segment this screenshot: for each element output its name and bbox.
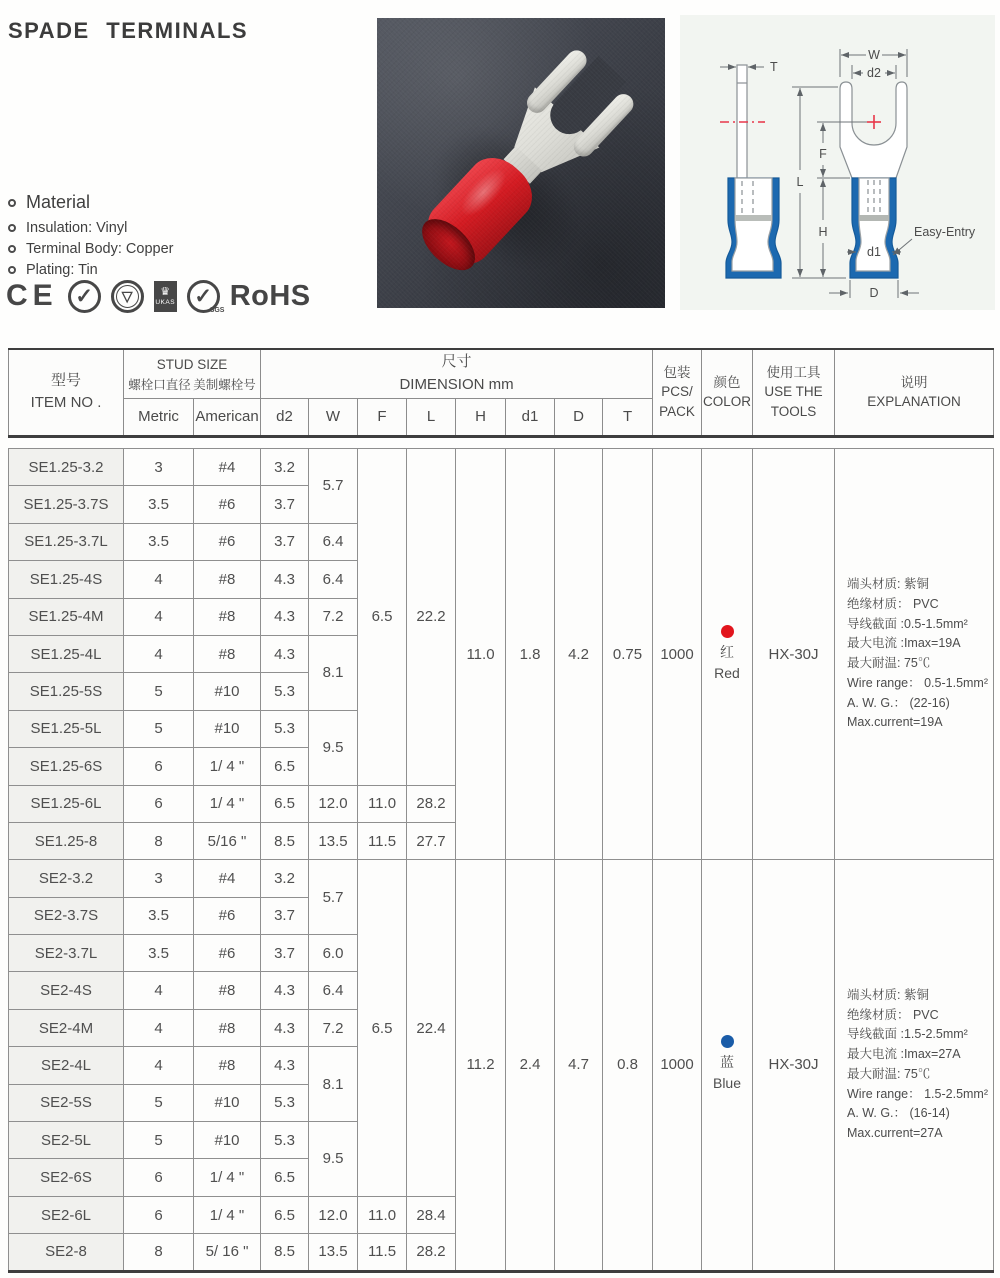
material-item-label: Insulation: Vinyl (26, 220, 128, 236)
american-cell: #8 (194, 561, 261, 598)
dim-label-f: F (819, 147, 827, 161)
explanation-header-cn: 说明 (900, 374, 928, 390)
item-no-cell: SE1.25-3.7S (9, 486, 124, 523)
col-header-tools (753, 349, 835, 436)
d2-cell: 4.3 (261, 1009, 309, 1046)
tools-header-en2: TOOLS (770, 404, 817, 420)
certification-logos (6, 277, 311, 315)
fork-slot (542, 56, 626, 142)
item-no-cell: SE2-6L (9, 1196, 124, 1233)
d2-cell: 4.3 (261, 635, 309, 672)
d2-cell: 5.3 (261, 673, 309, 710)
material-heading-item (8, 192, 174, 213)
american-cell: #10 (194, 673, 261, 710)
explanation-line: 最大电流 :Imax=27A (847, 1047, 961, 1062)
series-section-SE1.25 (9, 449, 994, 860)
check-icon: ✓ (194, 284, 212, 308)
pack-header-cn: 包装 (663, 364, 691, 380)
d2-cell: 3.7 (261, 523, 309, 560)
d-cell: 4.7 (555, 860, 603, 1271)
item-no-cell: SE1.25-6L (9, 785, 124, 822)
explanation-line: 绝缘材质： PVC (847, 1007, 939, 1022)
metric-cell: 5 (124, 710, 194, 747)
d2-cell: 4.3 (261, 1047, 309, 1084)
d2-cell: 5.3 (261, 710, 309, 747)
d2-cell: 3.2 (261, 860, 309, 897)
w-cell: 6.4 (309, 523, 358, 560)
col-header-w: W (309, 398, 358, 436)
fork-base (494, 86, 601, 191)
d2-cell: 3.7 (261, 486, 309, 523)
item-no-cell: SE2-4L (9, 1047, 124, 1084)
color-name-cn: 红 (720, 643, 734, 660)
american-cell: #10 (194, 710, 261, 747)
american-cell: #8 (194, 1047, 261, 1084)
american-cell: 1/ 4 " (194, 1159, 261, 1196)
item-no-cell: SE1.25-4L (9, 635, 124, 672)
explanation-line: 最大电流 :Imax=19A (847, 636, 961, 651)
color-cell (702, 449, 753, 860)
col-header-color (702, 349, 753, 436)
col-header-d2: d2 (261, 398, 309, 436)
h-cell: 11.2 (456, 860, 506, 1271)
explanation-line: Wire range： 0.5-1.5mm² (847, 675, 989, 690)
d2-cell: 3.7 (261, 935, 309, 972)
d2-cell: 3.2 (261, 449, 309, 486)
american-cell: #6 (194, 486, 261, 523)
triangle-icon: ▽ (121, 288, 133, 304)
tool-cell: HX-30J (753, 860, 835, 1271)
material-item (8, 262, 174, 278)
pack-cell: 1000 (653, 860, 702, 1271)
d2-cell: 5.3 (261, 1122, 309, 1159)
explanation-line: Max.current=19A (847, 715, 943, 730)
spec-row (9, 860, 994, 897)
metric-cell: 3 (124, 449, 194, 486)
metric-cell: 5 (124, 1122, 194, 1159)
explanation-line: 最大耐温: 75℃ (847, 1066, 931, 1081)
ce-mark-icon: CE (6, 279, 58, 312)
item-no-cell: SE1.25-3.2 (9, 449, 124, 486)
american-cell: 1/ 4 " (194, 785, 261, 822)
tool-cell: HX-30J (753, 449, 835, 860)
registered-firm-icon (111, 280, 144, 313)
w-cell: 9.5 (309, 710, 358, 785)
american-cell: #8 (194, 598, 261, 635)
metric-cell: 4 (124, 1047, 194, 1084)
explanation-line: 端头材质: 紫铜 (847, 987, 929, 1002)
american-cell: #8 (194, 635, 261, 672)
item-no-header-en: ITEM NO . (30, 394, 102, 412)
metric-cell: 5 (124, 1084, 194, 1121)
d2-cell: 4.3 (261, 972, 309, 1009)
col-header-l: L (407, 398, 456, 436)
american-cell: #4 (194, 860, 261, 897)
stud-size-en: STUD SIZE (156, 356, 228, 372)
f-cell: 6.5 (358, 449, 407, 786)
spec-row (9, 449, 994, 486)
color-name-en: Red (714, 664, 740, 681)
f-cell: 11.0 (358, 785, 407, 822)
american-cell: 1/ 4 " (194, 1196, 261, 1233)
item-no-cell: SE1.25-6S (9, 748, 124, 785)
f-cell: 6.5 (358, 860, 407, 1197)
dim-label-t: T (770, 60, 778, 74)
pack-header-en1: PCS/ (661, 384, 693, 400)
american-cell: #4 (194, 449, 261, 486)
color-header-en: COLOR (703, 394, 752, 410)
col-header-pack (653, 349, 702, 436)
col-header-t: T (603, 398, 653, 436)
d2-cell: 3.7 (261, 897, 309, 934)
d2-cell: 6.5 (261, 785, 309, 822)
american-cell: #8 (194, 972, 261, 1009)
explanation-line: Wire range： 1.5-2.5mm² (847, 1086, 989, 1101)
col-header-stud-size (124, 349, 261, 398)
tools-header-en1: USE THE (764, 384, 823, 400)
material-item-label: Terminal Body: Copper (26, 241, 174, 257)
explanation-line: A. W. G.： (16-14) (847, 1106, 950, 1121)
w-cell: 6.4 (309, 972, 358, 1009)
terminal-shadow (392, 87, 620, 308)
item-no-cell: SE2-3.7S (9, 897, 124, 934)
metric-cell: 3.5 (124, 935, 194, 972)
col-header-h: H (456, 398, 506, 436)
material-heading: Material (26, 192, 91, 212)
w-cell: 7.2 (309, 598, 358, 635)
american-cell: #6 (194, 897, 261, 934)
w-cell: 9.5 (309, 1122, 358, 1197)
dim-label-l: L (796, 175, 804, 189)
metric-cell: 5 (124, 673, 194, 710)
american-cell: 5/16 " (194, 822, 261, 859)
metric-cell: 3.5 (124, 523, 194, 560)
american-cell: #6 (194, 523, 261, 560)
d-cell: 4.2 (555, 449, 603, 860)
weee-compliant-icon (68, 280, 101, 313)
explanation-line: 导线截面 :1.5-2.5mm² (847, 1027, 968, 1042)
item-no-cell: SE1.25-3.7L (9, 523, 124, 560)
color-name-en: Blue (712, 1075, 742, 1092)
material-item (8, 241, 174, 257)
f-cell: 11.5 (358, 1234, 407, 1271)
metric-cell: 4 (124, 1009, 194, 1046)
metric-cell: 6 (124, 1196, 194, 1233)
metric-cell: 3.5 (124, 486, 194, 523)
spec-table-header (8, 348, 994, 438)
ukas-badge-icon (154, 281, 177, 312)
l-cell: 22.4 (407, 860, 456, 1197)
col-header-dimension (261, 349, 653, 398)
metric-cell: 8 (124, 1234, 194, 1271)
red-insulation-sleeve (416, 146, 544, 276)
f-cell: 11.5 (358, 822, 407, 859)
explanation-line: Max.current=27A (847, 1126, 943, 1141)
w-cell: 5.7 (309, 449, 358, 524)
col-header-american: American (194, 398, 261, 436)
item-no-header-cn: 型号 (50, 371, 81, 389)
explanation-line: 端头材质: 紫铜 (847, 577, 929, 592)
spade-terminal-image (400, 41, 644, 292)
material-item (8, 220, 174, 236)
w-cell: 12.0 (309, 1196, 358, 1233)
dimension-header-cn: 尺寸 (441, 353, 472, 371)
w-cell: 8.1 (309, 1047, 358, 1122)
col-header-item-no (9, 349, 124, 436)
terminal-neck (504, 146, 543, 184)
product-photo (377, 18, 665, 308)
item-no-cell: SE2-4M (9, 1009, 124, 1046)
d2-cell: 4.3 (261, 598, 309, 635)
american-cell: #10 (194, 1084, 261, 1121)
d2-cell: 6.5 (261, 1196, 309, 1233)
l-cell: 27.7 (407, 822, 456, 859)
t-cell: 0.8 (603, 860, 653, 1271)
dimension-header-en: DIMENSION mm (399, 375, 514, 393)
american-cell: #6 (194, 935, 261, 972)
american-cell: 1/ 4 " (194, 748, 261, 785)
col-header-explanation (835, 349, 994, 436)
material-list (8, 192, 174, 283)
tools-header-cn: 使用工具 (766, 364, 821, 380)
metric-cell: 4 (124, 972, 194, 1009)
bullet-ring-icon (8, 266, 16, 274)
col-header-dcap: D (555, 398, 603, 436)
w-cell: 8.1 (309, 635, 358, 710)
d2-cell: 4.3 (261, 561, 309, 598)
pack-cell: 1000 (653, 449, 702, 860)
diagram-svg (680, 15, 995, 310)
w-cell: 5.7 (309, 860, 358, 935)
w-cell: 12.0 (309, 785, 358, 822)
item-no-cell: SE2-5L (9, 1122, 124, 1159)
explanation-line: 导线截面 :0.5-1.5mm² (847, 616, 968, 631)
explanation-header-en: EXPLANATION (867, 394, 961, 410)
col-header-metric: Metric (124, 398, 194, 436)
color-cell (702, 860, 753, 1271)
bullet-ring-icon (8, 224, 16, 232)
metric-cell: 4 (124, 561, 194, 598)
dim-label-d2: d2 (867, 66, 881, 80)
stud-size-cn-metric: 螺栓口直径 (128, 377, 191, 392)
explanation-cell (835, 449, 994, 860)
american-cell: 5/ 16 " (194, 1234, 261, 1271)
d2-cell: 6.5 (261, 1159, 309, 1196)
crown-icon: ♛ (160, 286, 171, 299)
l-cell: 28.2 (407, 1234, 456, 1271)
spec-table-body (8, 448, 994, 1273)
l-cell: 28.4 (407, 1196, 456, 1233)
d2-cell: 8.5 (261, 1234, 309, 1271)
d1-cell: 1.8 (506, 449, 555, 860)
w-cell: 13.5 (309, 1234, 358, 1271)
dim-label-d1: d1 (867, 245, 881, 259)
color-name-cn: 蓝 (720, 1054, 734, 1071)
explanation-line: A. W. G.： (22-16) (847, 695, 950, 710)
page-title: SPADE TERMINALS (8, 18, 249, 43)
w-cell: 6.4 (309, 561, 358, 598)
sgs-label: SGS (209, 306, 225, 314)
item-no-cell: SE2-3.2 (9, 860, 124, 897)
item-no-cell: SE1.25-4S (9, 561, 124, 598)
pack-header-en2: PACK (659, 404, 695, 420)
explanation-line: 绝缘材质： PVC (847, 596, 939, 611)
american-cell: #8 (194, 1009, 261, 1046)
check-icon: ✓ (75, 284, 93, 308)
h-cell: 11.0 (456, 449, 506, 860)
bullet-ring-icon (8, 245, 16, 253)
dimension-diagram (680, 15, 995, 310)
t-cell: 0.75 (603, 449, 653, 860)
explanation-line: 最大耐温: 75℃ (847, 656, 931, 671)
item-no-cell: SE1.25-4M (9, 598, 124, 635)
metric-cell: 4 (124, 598, 194, 635)
metric-cell: 6 (124, 748, 194, 785)
fork-prong-left (523, 46, 591, 117)
d2-cell: 5.3 (261, 1084, 309, 1121)
l-cell: 22.2 (407, 449, 456, 786)
dim-label-h: H (818, 225, 828, 239)
easy-entry-label: Easy-Entry (914, 225, 976, 239)
item-no-cell: SE1.25-5L (9, 710, 124, 747)
dim-label-d: D (869, 286, 879, 300)
metric-cell: 8 (124, 822, 194, 859)
w-cell: 6.0 (309, 935, 358, 972)
dim-label-w: W (868, 48, 880, 62)
bullet-ring-icon (8, 199, 16, 207)
rohs-label: RoHS (229, 279, 311, 312)
sleeve-mouth (413, 210, 484, 280)
metric-cell: 6 (124, 785, 194, 822)
item-no-cell: SE1.25-5S (9, 673, 124, 710)
material-item-label: Plating: Tin (26, 262, 98, 278)
color-header-cn: 颜色 (713, 374, 741, 390)
series-section-SE2 (9, 860, 994, 1271)
stud-size-cn-american: 美制螺栓号 (193, 377, 256, 392)
metric-cell: 3.5 (124, 897, 194, 934)
w-cell: 7.2 (309, 1009, 358, 1046)
fork-prong-right (570, 90, 638, 161)
col-header-d1: d1 (506, 398, 555, 436)
l-cell: 28.2 (407, 785, 456, 822)
w-cell: 13.5 (309, 822, 358, 859)
sgs-badge-icon (187, 280, 225, 314)
metric-cell: 6 (124, 1159, 194, 1196)
col-header-f: F (358, 398, 407, 436)
metric-cell: 3 (124, 860, 194, 897)
d2-cell: 6.5 (261, 748, 309, 785)
ukas-label: UKAS (155, 298, 176, 306)
american-cell: #10 (194, 1122, 261, 1159)
color-dot-icon (721, 625, 734, 638)
d2-cell: 8.5 (261, 822, 309, 859)
item-no-cell: SE2-6S (9, 1159, 124, 1196)
explanation-cell (835, 860, 994, 1271)
item-no-cell: SE2-8 (9, 1234, 124, 1271)
item-no-cell: SE2-4S (9, 972, 124, 1009)
item-no-cell: SE1.25-8 (9, 822, 124, 859)
item-no-cell: SE2-5S (9, 1084, 124, 1121)
f-cell: 11.0 (358, 1196, 407, 1233)
color-dot-icon (721, 1035, 734, 1048)
d1-cell: 2.4 (506, 860, 555, 1271)
item-no-cell: SE2-3.7L (9, 935, 124, 972)
metric-cell: 4 (124, 635, 194, 672)
